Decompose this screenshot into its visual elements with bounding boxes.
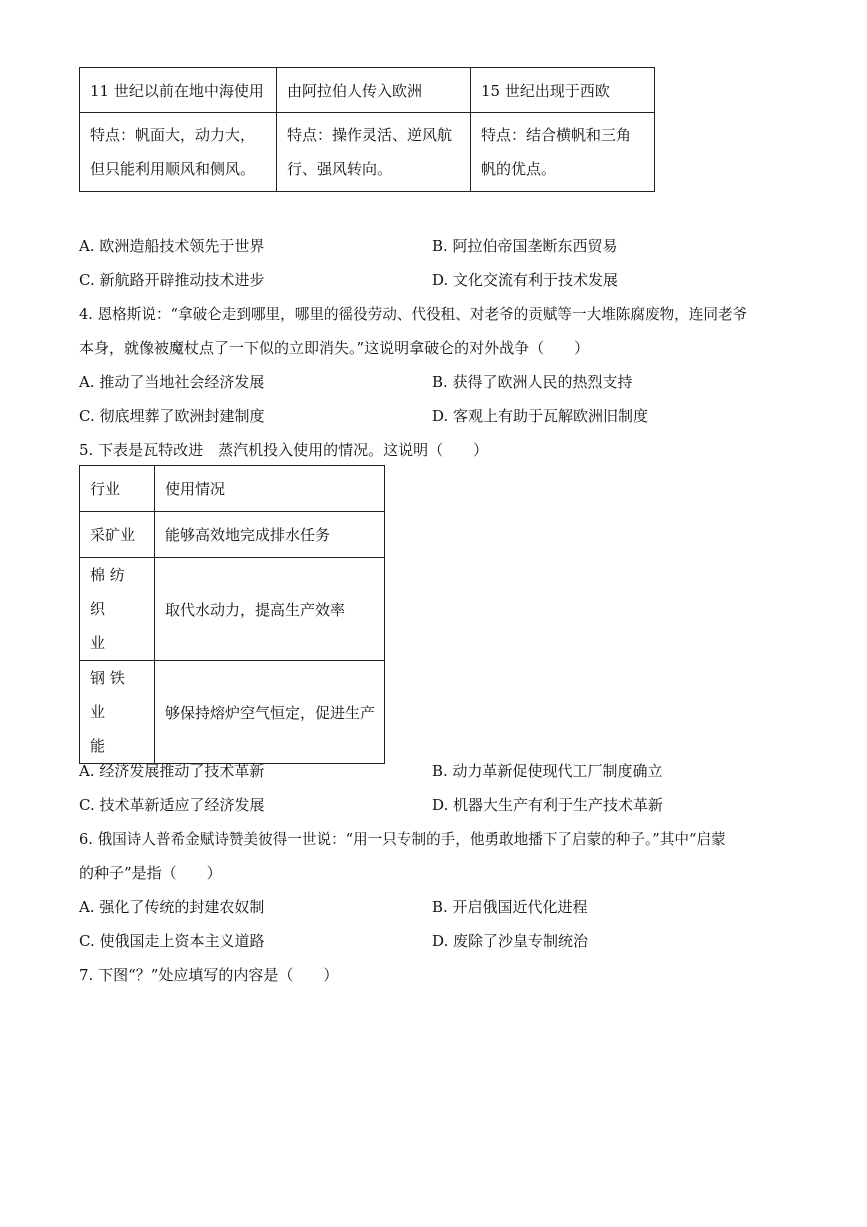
table-header-cell: 15 世纪出现于西欧: [471, 68, 655, 113]
cell-line: 特点：操作灵活、逆风航: [287, 126, 453, 144]
usage-cell: 够保持熔炉空气恒定，促进生产: [155, 661, 385, 764]
cell-line: 棉 纺 织: [90, 566, 125, 618]
usage-cell: 能够高效地完成排水任务: [155, 512, 385, 558]
cell-line: 但只能利用顺风和侧风。: [90, 160, 256, 178]
q4-option-a: A. 推动了当地社会经济发展: [79, 373, 265, 391]
cell-line: 特点：帆面大，动力大，: [90, 126, 256, 144]
q5-option-b: B. 动力革新促使现代工厂制度确立: [432, 762, 663, 780]
table-cell: [277, 113, 471, 192]
steam-engine-table: [79, 465, 385, 764]
cell-line: 业: [90, 634, 106, 652]
q4-option-b: B. 获得了欧洲人民的热烈支持: [432, 373, 633, 391]
q4-stem-line1: 4. 恩格斯说：“拿破仑走到哪里，哪里的徭役劳动、代役租、对老爷的贡赋等一大堆陈腐废物，连同老爷: [79, 306, 748, 323]
usage-cell: 取代水动力，提高生产效率: [155, 558, 385, 661]
table-header-cell: 由阿拉伯人传入欧洲: [277, 68, 471, 113]
industry-cell: [80, 558, 155, 661]
cell-line: 行、强风转向。: [287, 160, 393, 178]
q6-option-b: B. 开启俄国近代化进程: [432, 898, 588, 916]
q3-option-b: B. 阿拉伯帝国垄断东西贸易: [432, 237, 618, 255]
q3-option-d: D. 文化交流有利于技术发展: [432, 271, 619, 289]
q5-stem: 5. 下表是瓦特改进 蒸汽机投入使用的情况。这说明（ ）: [79, 441, 489, 459]
q5-option-c: C. 技术革新适应了经济发展: [79, 796, 265, 814]
q6-stem-line1: 6. 俄国诗人普希金赋诗赞美彼得一世说：“用一只专制的手，他勇敢地播下了启蒙的种子。”其中“启蒙: [79, 831, 726, 848]
q3-option-a: A. 欧洲造船技术领先于世界: [79, 237, 265, 255]
q4-stem-line2: 本身，就像被魔杖点了一下似的立即消失。”这说明拿破仑的对外战争（ ）: [79, 339, 590, 357]
cell-line: 帆的优点。: [481, 160, 557, 178]
industry-cell: [80, 512, 155, 558]
sail-types-table: [79, 67, 655, 192]
q6-option-d: D. 废除了沙皇专制统治: [432, 932, 589, 950]
q7-stem: 7. 下图“？”处应填写的内容是（ ）: [79, 966, 339, 984]
q6-option-c: C. 使俄国走上资本主义道路: [79, 932, 265, 950]
table-header-cell: 11 世纪以前在地中海使用: [80, 68, 277, 113]
table-header-cell: 行业: [80, 466, 155, 512]
cell-line: 特点：结合横帆和三角: [481, 126, 632, 144]
q5-option-a: A. 经济发展推动了技术革新: [79, 762, 265, 780]
table-cell: [80, 113, 277, 192]
q5-option-d: D. 机器大生产有利于生产技术革新: [432, 796, 664, 814]
industry-cell: [80, 661, 155, 764]
q6-stem-line2: 的种子”是指（ ）: [79, 864, 222, 882]
q4-option-c: C. 彻底埋葬了欧洲封建制度: [79, 407, 265, 425]
cell-line: 采矿业: [90, 526, 136, 544]
q6-option-a: A. 强化了传统的封建农奴制: [79, 898, 265, 916]
q3-option-c: C. 新航路开辟推动技术进步: [79, 271, 265, 289]
cell-line: 能: [90, 737, 106, 755]
table-cell: [471, 113, 655, 192]
cell-line: 钢 铁 业: [90, 669, 125, 721]
table-header-cell: 使用情况: [155, 466, 385, 512]
q4-option-d: D. 客观上有助于瓦解欧洲旧制度: [432, 407, 649, 425]
